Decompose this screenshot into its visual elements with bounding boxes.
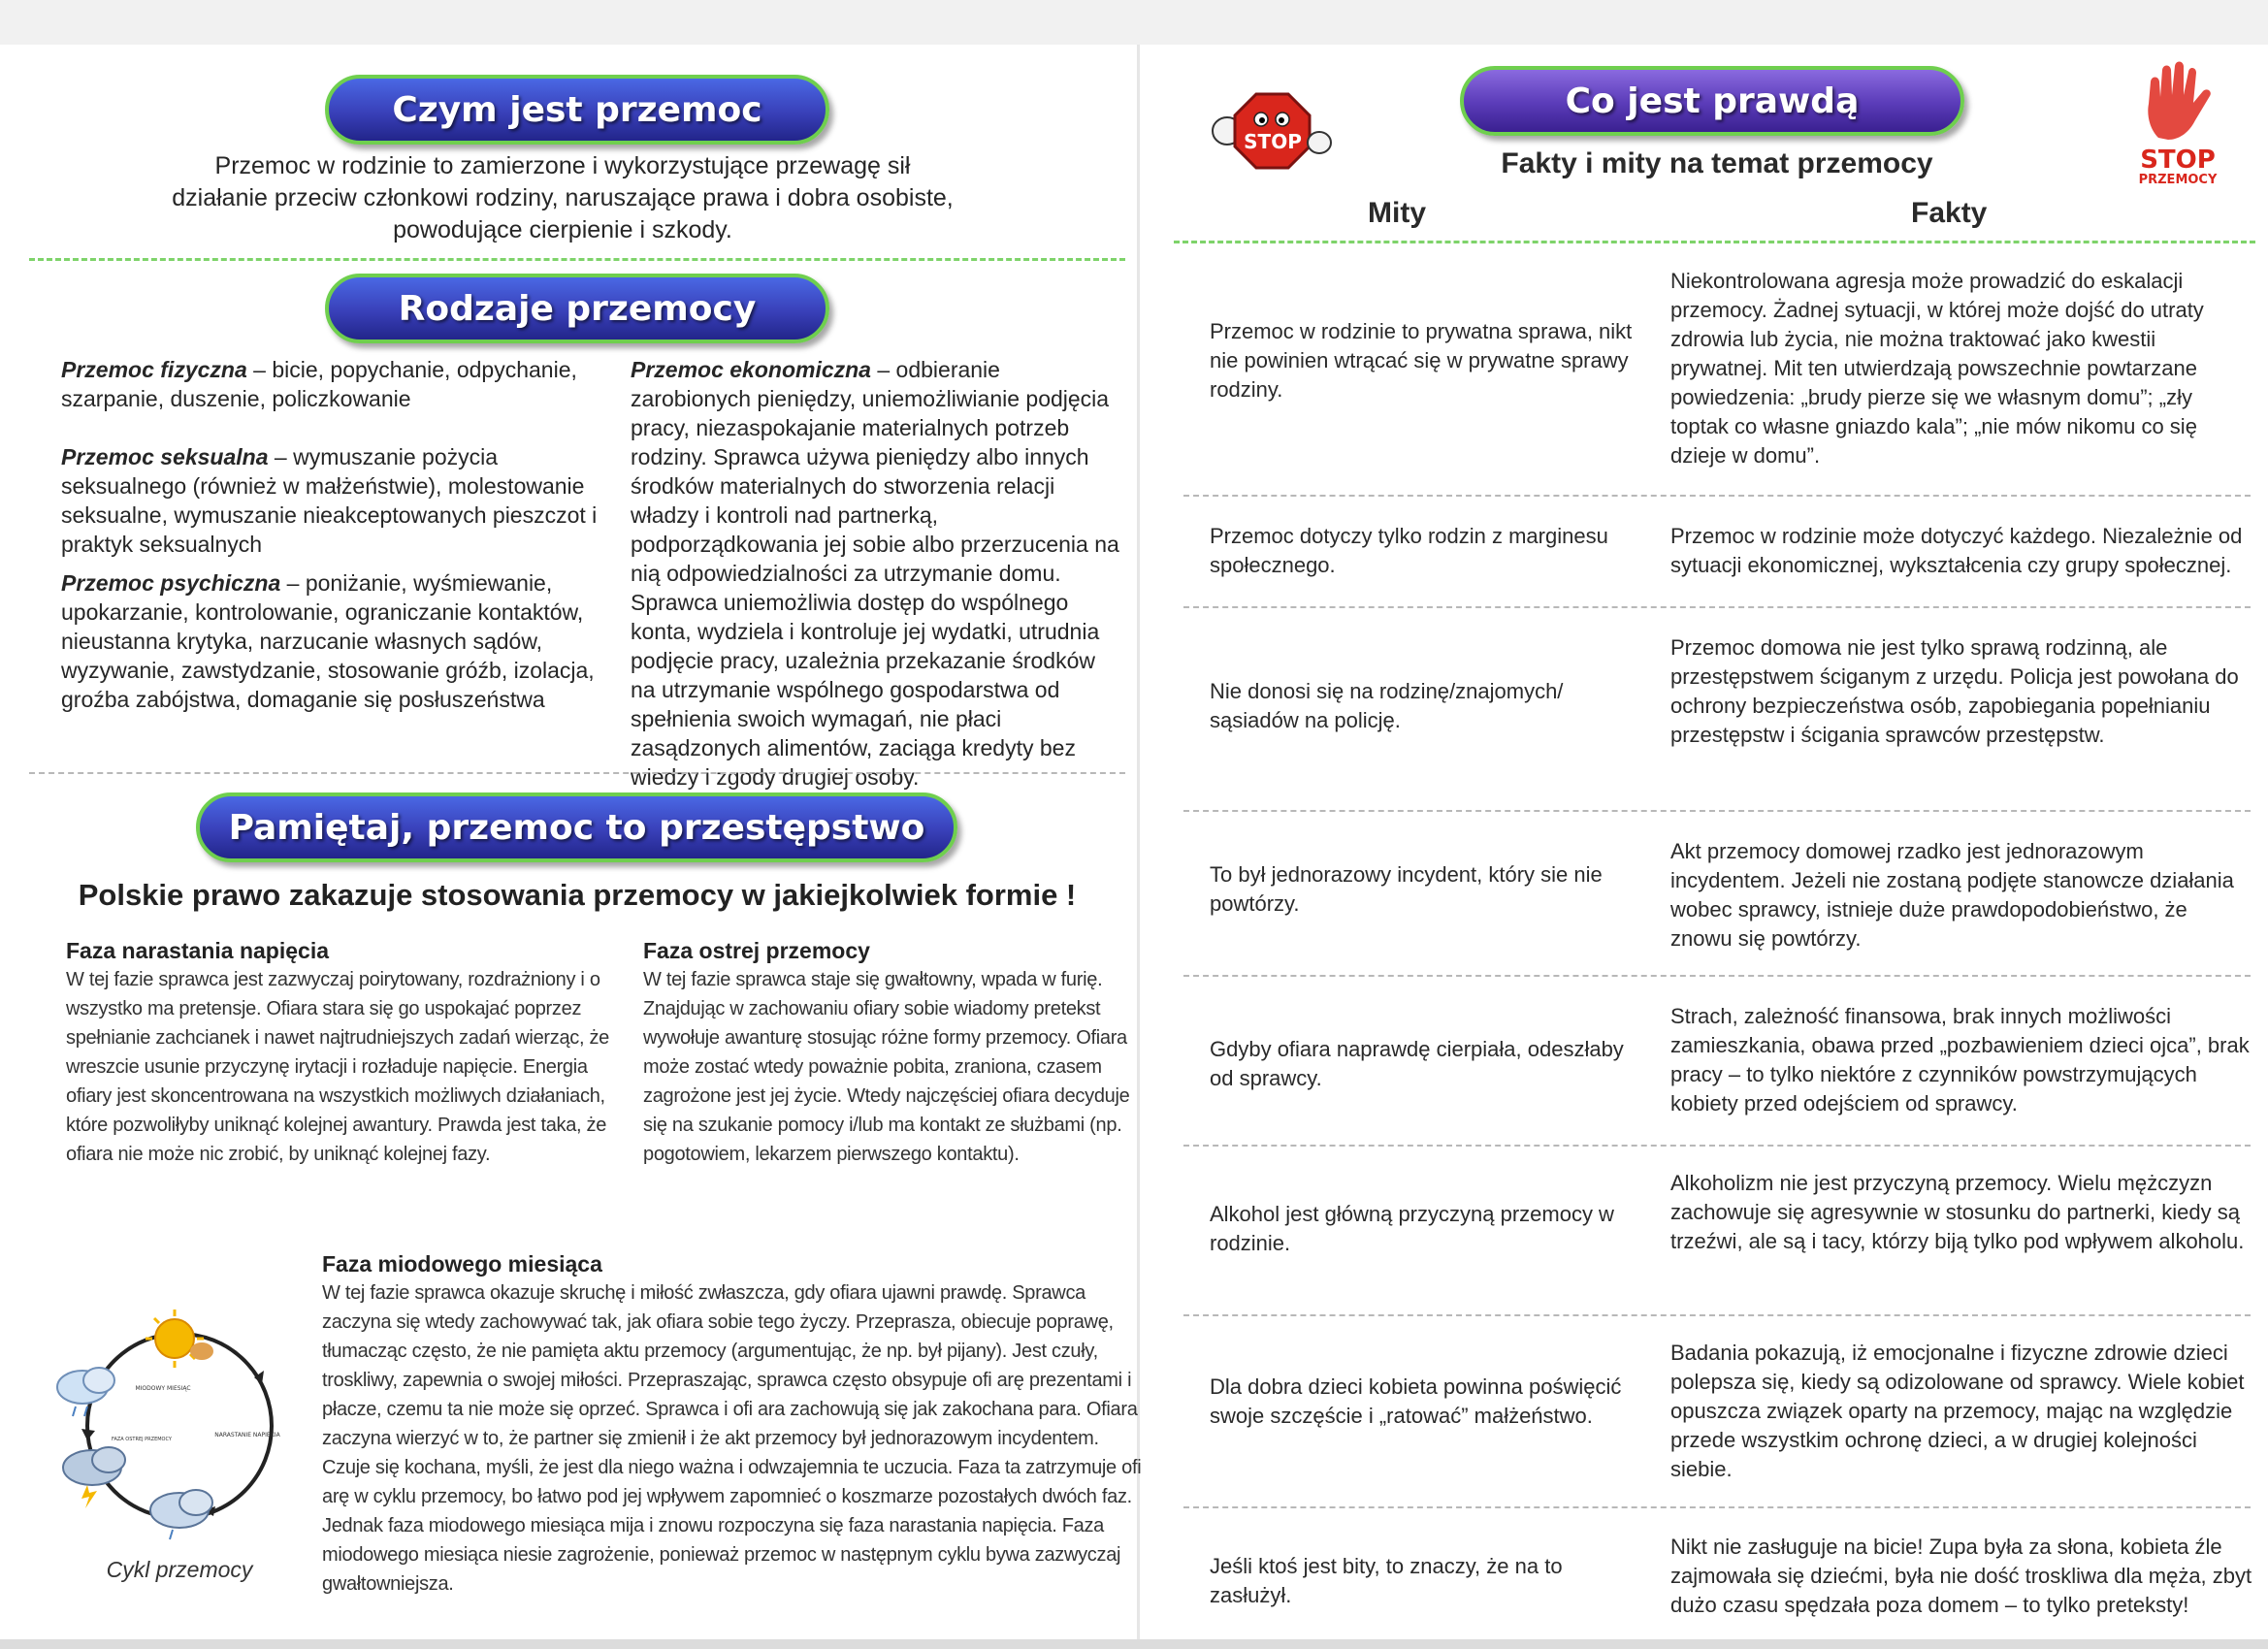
myth-2: Przemoc dotyczy tylko rodzin z marginesu społecznego. — [1210, 524, 1608, 577]
title-what-is-violence: Czym jest przemoc — [325, 75, 829, 145]
fact-7: Badania pokazują, iż emocjonalne i fizyczne zdrowie dzieci polepsza się, kiedy są odizolowane od sprawcy. Wiele kobiet opuszcza związek oparty na przemocy, mając na względzie przede wszystkim ochronę dzieci, a w drugiej kolejności siebie. — [1670, 1341, 2245, 1481]
column-myths: Mity — [1368, 197, 1426, 229]
violence-cycle-diagram — [49, 1295, 310, 1547]
type-desc: – wymuszanie pożycia seksualnego (również w małżeństwie), molestowanie seksualne, wymuszanie nieakceptowanych pieszczot i praktyk seksualnych — [61, 444, 598, 557]
cycle-label: MIODOWY MIESIĄC — [135, 1385, 191, 1392]
type-term: Przemoc ekonomiczna — [631, 357, 871, 382]
myth-4: To był jednorazowy incydent, który sie nie powtórzy. — [1210, 862, 1603, 916]
row-separator — [1183, 1145, 2251, 1147]
phase-title: Faza narastania napięcia — [66, 938, 330, 963]
type-desc: – odbieranie zarobionych pieniędzy, uniemożliwianie podjęcia pracy, niezaspokajanie materialnych potrzeb rodziny. Sprawca używa pieniędzy albo innych środków materialnych do stworzenia relacji władzy i kontroli nad partnerką, podporządkowania jej sobie albo przerzucenia na nią odpowiedzialności za utrzymanie domu. Sprawca uniemożliwia dostęp do wspólnego konta, wydziela i kontroluje jej wydatki, utrudnia podjęcie pracy, uzależnia przekazanie środków na utrzymanie wspólnego gospodarstwa od spełnienia swoich wymagań, nie płaci zasądzonych alimentów, zaciąga kredyty bez wiedzy i zgody drugiej osoby. — [631, 357, 1119, 790]
row-separator — [1183, 975, 2251, 977]
phase-honeymoon — [322, 1249, 1147, 1599]
row-separator — [1183, 495, 2251, 497]
cycle-caption: Cykl przemocy — [106, 1557, 253, 1582]
phase-title: Faza ostrej przemocy — [643, 938, 870, 963]
cycle-label: NARASTANIE NAPIĘCIA — [214, 1432, 280, 1439]
divider — [29, 772, 1125, 774]
row-separator — [1183, 606, 2251, 608]
myth-3: Nie donosi się na rodzinę/znajomych/ sąsiadów na policję. — [1210, 679, 1564, 732]
definition-line: Przemoc w rodzinie to zamierzone i wykorzystujące przewagę sił — [214, 152, 911, 179]
types-left-column — [61, 355, 619, 733]
law-heading: Polskie prawo zakazuje stosowania przemocy w jakiejkolwiek formie ! — [78, 878, 1077, 912]
phase-text: W tej fazie sprawca okazuje skruchę i miłość zwłaszcza, gdy ofiara ujawni prawdę. Sprawca zaczyna się wtedy zachowywać tak, jak ofiara sobie tego życzy. Przeprasza, obiecuje poprawę, tłumacząc często, że nie pamięta aktu przemocy (argumentując, że np. był pijany). Jest czuły, troskliwy, zapewnia o swojej miłości. Przepraszając, sprawca często obsypuje ofi arę prezentami i płacze, czemu ta nie może się oprzeć. Sprawca i ofi ara zachowują się jak zakochana para. Ofiara zaczyna wierzyć w to, że partner się zmienił i że akt przemocy był jednorazowym incydentem. Czuje się kochana, myśli, że jest dla niego ważna i odwzajemnia te uczucia. Faza ta zatrzymuje ofi arę w cyklu przemocy, bo łatwo pod jej wpływem zapomnieć o koszmarze pozostałych dwóch faz. Jednak faza miodowego miesiąca mija i znowu rozpoczyna się faza narastania napięcia. Faza miodowego miesiąca niesie zagrożenie, ponieważ przemoc w następnym cyklu bywa zazwyczaj gwałtowniejsza. — [322, 1282, 1142, 1595]
title-types-of-violence: Rodzaje przemocy — [325, 274, 829, 343]
row-separator — [1183, 810, 2251, 812]
fact-1: Niekontrolowana agresja może prowadzić do eskalacji przemocy. Żadnej sytuacji, w której może dojść do utraty zdrowia lub życia, nie można traktować jako kwestii prywatnej. Mit ten utwierdzają powszechnie powtarzane powiedzenia: „brudy pierze się we własnym domu”; „zły toptak co własne gniazdo kala”; „nie mów nikomu co się dzieje w domu”. — [1670, 269, 2204, 468]
phase-tension — [66, 936, 629, 1169]
cloud-rain-icon — [57, 1368, 114, 1416]
scan-top-edge — [0, 0, 2268, 45]
title-what-is-true: Co jest prawdą — [1460, 66, 1964, 136]
row-separator — [1183, 1314, 2251, 1316]
fact-6: Alkoholizm nie jest przyczyną przemocy. Wielu mężczyzn zachowuje się agresywnie w stosunku do partnerki, kiedy są trzeźwi, ale są i tacy, którzy biją tylko pod wpływem alkoholu. — [1670, 1171, 2245, 1253]
stop-sign-mascot-icon — [1203, 82, 1339, 179]
stop-logo-line2: PRZEMOCY — [2138, 173, 2218, 187]
cloud-icon — [150, 1490, 212, 1539]
phase-text: W tej fazie sprawca jest zazwyczaj poirytowany, rozdrażniony i o wszystko ma pretensje. Ofiara stara się go uspokajać poprzez spełnianie zachcianek i nawet najtrudniejszych zadań wierząc, że wreszcie usunie przyczynę irytacji i rozładuje napięcie. Energia ofiary jest skoncentrowana na wszystkich możliwych działaniach, które pozwoliłyby uniknąć kolejnej awantury. Prawda jest taka, że ofiara nie może nic zrobić, by uniknąć kolejnej fazy. — [66, 969, 610, 1165]
divider — [29, 258, 1125, 261]
type-psychological — [61, 568, 619, 714]
fact-3: Przemoc domowa nie jest tylko sprawą rodzinną, ale przestępstwem ściganym z urzędu. Policja jest powołana do ochrony bezpieczeństwa osób, zapobiegania popełnianiu przestępstw i ścigania sprawców przestępstw. — [1670, 635, 2239, 747]
fact-5: Strach, zależność finansowa, brak innych możliwości zamieszkania, obawa przed „pozbawieniem dzieci ojca”, brak pracy – to tylko niektóre z czynników powstrzymujących kobiety przed odejściem od sprawcy. — [1670, 1004, 2250, 1116]
fact-8: Nikt nie zasługuje na bicie! Zupa była za słona, kobieta źle zajmowała się dziećmi, była nie dość troskliwa dla męża, zbyt dużo czasu spędzała poza domem – to tylko preteksty! — [1670, 1535, 2252, 1617]
myth-5: Gdyby ofiara naprawdę cierpiała, odeszłaby od sprawcy. — [1210, 1037, 1624, 1090]
phase-acute — [643, 936, 1148, 1169]
column-facts: Fakty — [1911, 197, 1988, 229]
stop-violence-logo — [2129, 60, 2226, 191]
type-term: Przemoc fizyczna — [61, 357, 247, 382]
cycle-label: FAZA OSTREJ PRZEMOCY — [112, 1437, 172, 1442]
fact-4: Akt przemocy domowej rzadko jest jednorazowym incydentem. Jeżeli nie zostaną podjęte stanowcze działania wobec sprawcy, istnieje duże prawdopodobieństwo, że znowu się powtórzy. — [1670, 839, 2234, 951]
definition-line: działanie przeciw członkowi rodziny, naruszające prawa i dobra osobiste, — [172, 184, 954, 211]
stop-logo-line1: STOP — [2140, 146, 2216, 175]
scan-bottom-edge — [0, 1639, 2268, 1649]
myth-7: Dla dobra dzieci kobieta powinna poświęcić swoje szczęście i „ratować” małżeństwo. — [1210, 1374, 1622, 1428]
divider — [1174, 241, 2255, 243]
subtitle-facts-myths: Fakty i mity na temat przemocy — [1501, 147, 1933, 179]
phase-text: W tej fazie sprawca staje się gwałtowny, wpada w furię. Znajdując w zachowaniu ofiary sobie wiadomy pretekst wywołuje awanturę stosując różne formy przemocy. Ofiara może zostać wtedy poważnie pobita, zraniona, czasem zagrożone jest jej życie. Wtedy najczęściej ofiara decyduje się na szukanie pomocy i/lub ma kontakt ze służbami (np. pogotowiem, lekarzem pierwszego kontaktu). — [643, 969, 1130, 1165]
title-violence-is-crime: Pamiętaj, przemoc to przestępstwo — [196, 792, 957, 862]
type-term: Przemoc seksualna — [61, 444, 269, 469]
type-desc: – bicie, popychanie, odpychanie, szarpanie, duszenie, policzkowanie — [61, 357, 577, 411]
type-sexual — [61, 442, 619, 559]
row-separator — [1183, 1506, 2251, 1508]
cycle-ring — [87, 1334, 272, 1518]
hand-icon — [2129, 60, 2226, 143]
definition-line: powodujące cierpienie i szkody. — [393, 216, 732, 243]
fact-2: Przemoc w rodzinie może dotyczyć każdego. Niezależnie od sytuacji ekonomicznej, wykształcenia czy grupy społecznej. — [1670, 524, 2243, 577]
type-desc: – poniżanie, wyśmiewanie, upokarzanie, kontrolowanie, ograniczanie kontaktów, nieustanna krytyka, narzucanie własnych sądów, wyzywanie, zawstydzanie, stosowanie gróźb, izolacja, groźba zabójstwa, domaganie się posłuszeństwa — [61, 570, 595, 712]
cloud-storm-icon — [63, 1447, 125, 1508]
definition-text — [78, 150, 1048, 246]
myth-8: Jeśli ktoś jest bity, to znaczy, że na to zasłużył. — [1210, 1554, 1563, 1607]
type-physical — [61, 355, 619, 413]
sun-icon — [146, 1310, 213, 1368]
phase-title: Faza miodowego miesiąca — [322, 1251, 602, 1277]
myth-6: Alkohol jest główną przyczyną przemocy w rodzinie. — [1210, 1202, 1614, 1255]
myth-1: Przemoc w rodzinie to prywatna sprawa, nikt nie powinien wtrącać się w prywatne sprawy rodziny. — [1210, 319, 1633, 402]
stop-badge-text: STOP — [1244, 130, 1302, 153]
arrow-icon — [81, 1429, 95, 1440]
type-term: Przemoc psychiczna — [61, 570, 281, 596]
type-economic — [631, 355, 1125, 792]
